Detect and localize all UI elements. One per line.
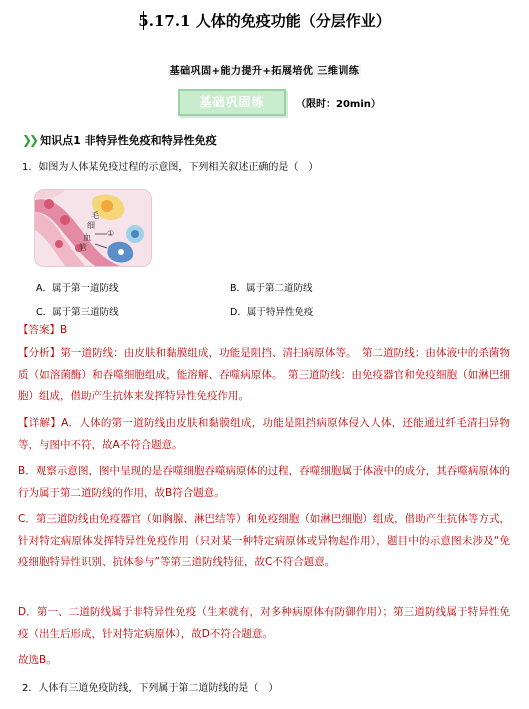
option-c: C．属于第三道防线 <box>36 307 119 318</box>
knowledge-point-text: 知识点1 非特异性免疫和特异性免疫 <box>40 134 217 147</box>
immune-process-figure <box>34 189 152 267</box>
page-title: 5.17.1 人体的免疫功能（分层作业） <box>138 12 391 30</box>
section-badge: 基础巩固练 <box>178 89 286 116</box>
question-2-stem: 2．人体有三道免疫防线，下列属于第二道防线的是（ ） <box>22 683 279 694</box>
option-b: B．属于第二道防线 <box>230 283 313 294</box>
knowledge-point-heading <box>22 132 217 148</box>
time-limit: （限时：20min） <box>296 99 381 110</box>
question-1-stem: 1．如图为人体某免疫过程的示意图，下列相关叙述正确的是（ ） <box>22 162 319 173</box>
double-chevron-icon: ❯❯ <box>22 133 37 147</box>
figure-label-xue: 血 <box>83 233 91 242</box>
detail-d: D．第一、二道防线属于非特异性免疫（生来就有，对多种病原体有防御作用）；第三道防线属于特异性免疫（出生后形成，针对特定病原体），故D不符合题意。 <box>18 606 510 640</box>
figure-label-mao: 毛 <box>91 211 99 220</box>
answer-line: 【答案】B <box>18 324 68 336</box>
immune-figure-illustration <box>35 190 151 266</box>
detail-a: 【详解】A．人体的第一道防线由皮肤和黏膜组成，功能是阻挡病原体侵入人体，还能通过纤毛清扫异物等，与图中不符，故A不符合题意。 <box>18 417 510 451</box>
section-badge-row <box>0 89 529 119</box>
figure-label-guan: 管 <box>79 243 87 252</box>
conclusion: 故选B。 <box>18 654 57 666</box>
subtitle <box>0 62 529 77</box>
detail-c: C．第三道防线由免疫器官（如胸腺、淋巴结等）和免疫细胞（如淋巴细胞）组成，借助产生抗体等方式，针对特定病原体发挥特异性免疫作用（只对某一种特定病原体或异物起作用），题目中的示意图未涉及“免疫细胞特异性识别、抗体参与”等第三道防线特征，故C不符合题意。 <box>18 513 510 569</box>
analysis-paragraph: 【分析】第一道防线：由皮肤和黏膜组成，功能是阻挡、清扫病原体等。 第二道防线：由体液中的杀菌物质（如溶菌酶）和吞噬细胞组成，能溶解、吞噬病原体。 第三道防线：由免疫器官和免疫细胞（如淋巴细胞）组成，借助产生抗体来发挥特异性免疫作用。 <box>18 347 510 403</box>
subtitle-text: 基础巩固+能力提升+拓展培优 三维训练 <box>169 66 360 77</box>
figure-label-circled-1: ① <box>107 229 115 238</box>
figure-label-xi: 细 <box>87 221 95 230</box>
detail-b: B．观察示意图，图中呈现的是吞噬细胞吞噬病原体的过程，吞噬细胞属于体液中的成分，其吞噬病原体的行为属于第二道防线的作用，故B符合题意。 <box>18 465 510 499</box>
option-a: A．属于第一道防线 <box>36 283 119 294</box>
option-d: D．属于特异性免疫 <box>230 307 314 318</box>
